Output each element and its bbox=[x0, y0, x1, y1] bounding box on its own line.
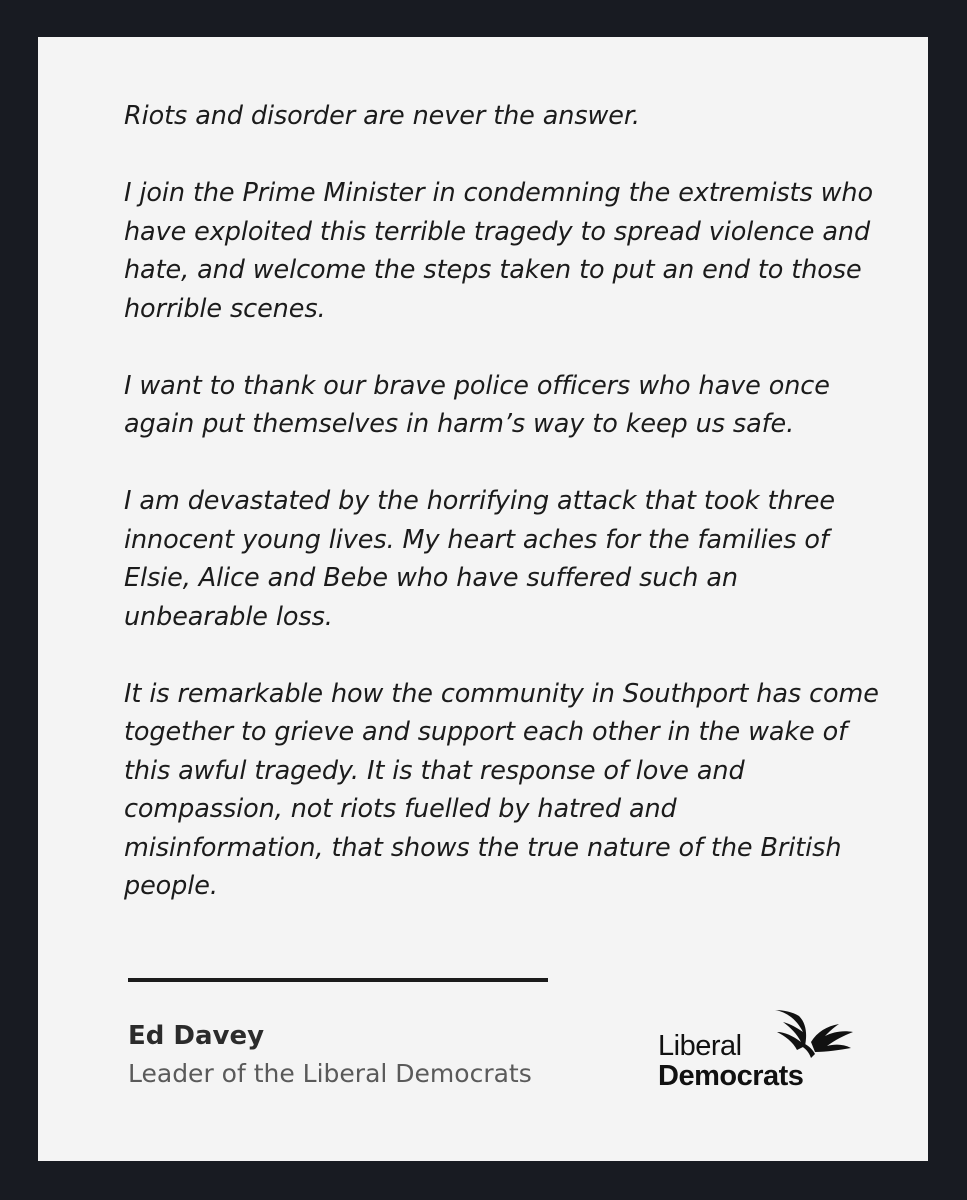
bird-of-liberty-icon bbox=[763, 1002, 858, 1062]
statement-paragraph-2: I join the Prime Minister in condemning the extremists who have exploited this terrible tragedy to spread violence and hate, and welcome the steps taken to put an end to those horrible scenes. bbox=[124, 178, 873, 324]
statement-paragraph-5: It is remarkable how the community in Southport has come together to grieve and support each other in the wake of this awful tragedy. It is that response of love and compassion, not riots fuelled by hatred and misinformation, that shows the true nature of the British people. bbox=[124, 678, 879, 901]
statement-paragraph-3: I want to thank our brave police officers who have once again put themselves in harm’s way to keep us safe. bbox=[124, 370, 830, 439]
statement-card bbox=[38, 37, 928, 1161]
statement-body bbox=[124, 97, 884, 944]
logo-text-democrats: Democrats bbox=[658, 1060, 804, 1092]
signatory-role: Leader of the Liberal Democrats bbox=[128, 1059, 532, 1088]
statement-paragraph-4: I am devastated by the horrifying attack that took three innocent young lives. My heart aches for the families of Elsie, Alice and Bebe who have suffered such an unbearable loss. bbox=[124, 486, 835, 632]
logo-text-liberal: Liberal bbox=[658, 1030, 742, 1062]
statement-paragraph-1: Riots and disorder are never the answer. bbox=[124, 101, 640, 131]
liberal-democrats-logo bbox=[658, 1002, 858, 1092]
signature-divider bbox=[128, 978, 548, 982]
signatory-name: Ed Davey bbox=[128, 1021, 265, 1051]
